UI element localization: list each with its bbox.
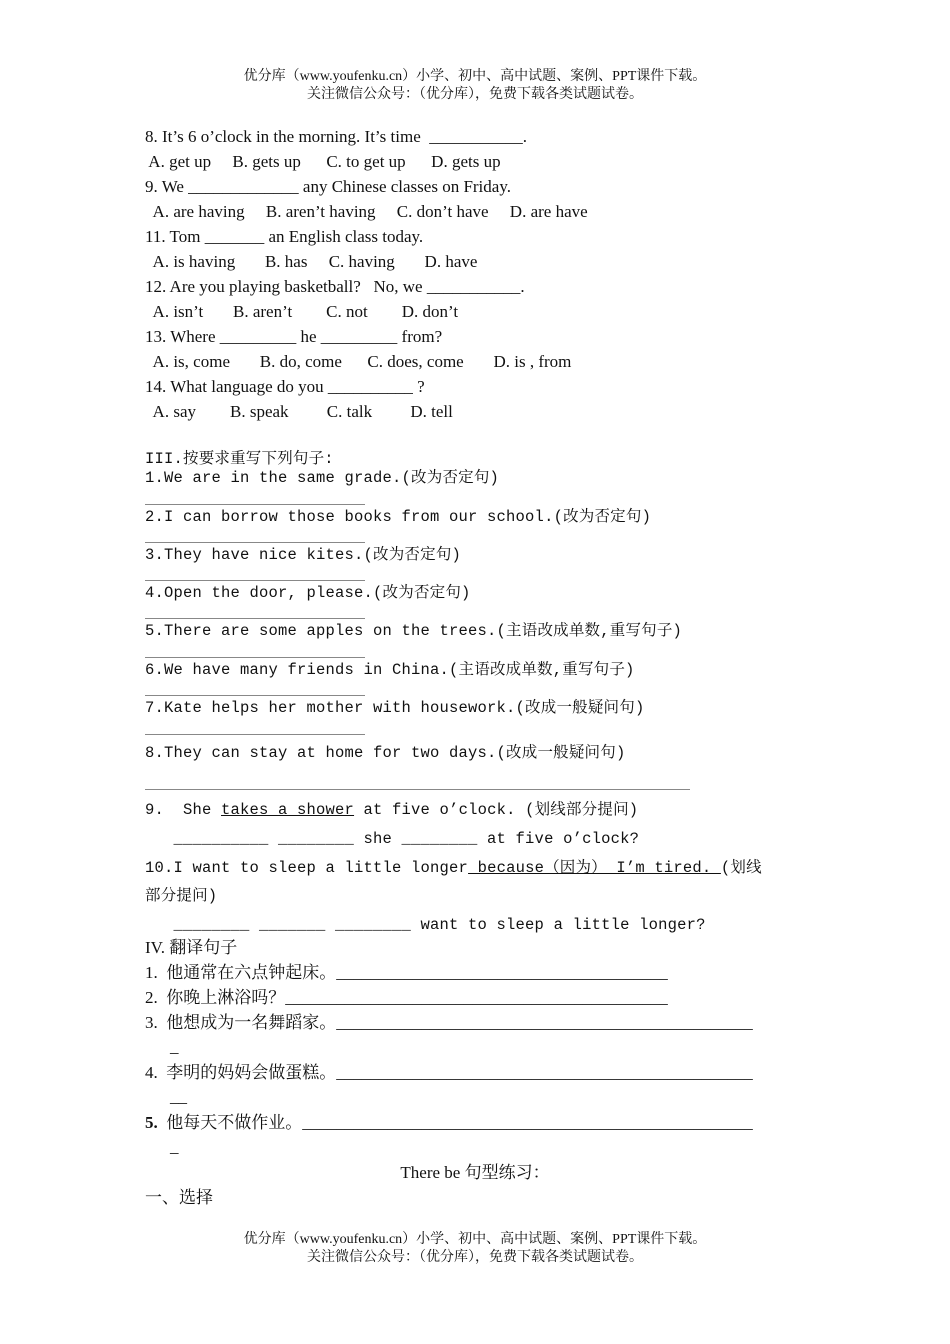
mc-question-9: 9. We _____________ any Chinese classes on Friday. xyxy=(145,177,511,196)
mc-question-8: 8. It’s 6 o’clock in the morning. It’s time ___________. xyxy=(145,127,527,146)
translate-item-4-wrap: __ xyxy=(170,1087,187,1106)
rewrite-item-10-cont: 部分提问) xyxy=(145,887,218,905)
section-4-title: IV. 翻译句子 xyxy=(145,938,238,957)
mc-question-13: 13. Where _________ he _________ from? xyxy=(145,327,443,346)
answer-line-4 xyxy=(145,618,365,619)
mc-options-12: A. isn’t B. aren’t C. not D. don’t xyxy=(145,302,459,321)
rewrite-item-9: 9. She takes a shower at five o’clock. (划线部分提问) xyxy=(145,801,639,819)
rewrite-item-10-answer: ________ _______ ________ want to sleep a little longer? xyxy=(145,916,706,934)
translate-item-3: 3. 他想成为一名舞蹈家。_________________________________________________ xyxy=(145,1013,753,1032)
translate-item-2: 2. 你晚上淋浴吗？_____________________________________________ xyxy=(145,988,668,1007)
mc-options-13: A. is, come B. do, come C. does, come D. is , from xyxy=(145,352,572,371)
translate-item-4: 4. 李明的妈妈会做蛋糕。_________________________________________________ xyxy=(145,1063,753,1082)
translate-item-3-wrap: _ xyxy=(170,1037,179,1056)
translate-item-5-wrap: _ xyxy=(170,1137,179,1156)
page-header-line-1: 优分库（www.youfenku.cn）小学、初中、高中试题、案例、PPT课件下载。 xyxy=(243,69,707,84)
there-be-title: There be 句型练习： xyxy=(400,1163,550,1182)
rewrite-item-6: 6.We have many friends in China.(主语改成单数,重写句子) xyxy=(145,661,635,679)
rewrite-item-5: 5.There are some apples on the trees.(主语改成单数,重写句子) xyxy=(145,622,683,640)
section-3-title: III.按要求重写下列句子: xyxy=(145,450,334,468)
mc-question-14: 14. What language do you __________ ? xyxy=(145,377,425,396)
mc-question-12: 12. Are you playing basketball? No, we ___________. xyxy=(145,277,525,296)
page-header-line-2: 关注微信公众号：（优分库），免费下载各类试题试卷。 xyxy=(307,87,643,102)
answer-line-6 xyxy=(145,695,365,696)
translate-item-1: 1. 他通常在六点钟起床。_______________________________________ xyxy=(145,963,668,982)
rewrite-item-7: 7.Kate helps her mother with housework.(改成一般疑问句) xyxy=(145,699,645,717)
answer-line-1 xyxy=(145,504,365,505)
underlined-phrase: takes a shower xyxy=(221,801,355,819)
there-be-subtitle: 一、选择 xyxy=(145,1188,213,1207)
rewrite-item-10: 10.I want to sleep a little longer because（因为） I’m tired. (划线 xyxy=(145,859,762,877)
mc-question-11: 11. Tom _______ an English class today. xyxy=(145,227,424,246)
rewrite-item-4: 4.Open the door, please.(改为否定句) xyxy=(145,584,471,602)
mc-options-8: A. get up B. gets up C. to get up D. gets up xyxy=(145,152,501,171)
answer-line-3 xyxy=(145,580,365,581)
translate-item-5: 5. 他每天不做作业。_____________________________________________________ xyxy=(145,1113,753,1132)
page-footer-line-1: 优分库（www.youfenku.cn）小学、初中、高中试题、案例、PPT课件下载。 xyxy=(243,1232,707,1247)
page-footer-line-2: 关注微信公众号：（优分库），免费下载各类试题试卷。 xyxy=(307,1250,643,1265)
rewrite-item-9-answer: __________ ________ she ________ at five o’clock? xyxy=(145,830,640,848)
mc-options-9: A. are having B. aren’t having C. don’t have D. are have xyxy=(145,202,588,221)
answer-line-2 xyxy=(145,542,365,543)
answer-line-8 xyxy=(145,789,690,790)
mc-options-11: A. is having B. has C. having D. have xyxy=(145,252,478,271)
rewrite-item-1: 1.We are in the same grade.(改为否定句) xyxy=(145,469,500,487)
answer-line-5 xyxy=(145,657,365,658)
rewrite-item-3: 3.They have nice kites.(改为否定句) xyxy=(145,546,462,564)
rewrite-item-2: 2.I can borrow those books from our school.(改为否定句) xyxy=(145,508,652,526)
answer-line-7 xyxy=(145,734,365,735)
underlined-phrase: because（因为） I’m tired. xyxy=(468,859,721,877)
rewrite-item-8: 8.They can stay at home for two days.(改成一般疑问句) xyxy=(145,744,626,762)
mc-options-14: A. say B. speak C. talk D. tell xyxy=(145,402,453,421)
